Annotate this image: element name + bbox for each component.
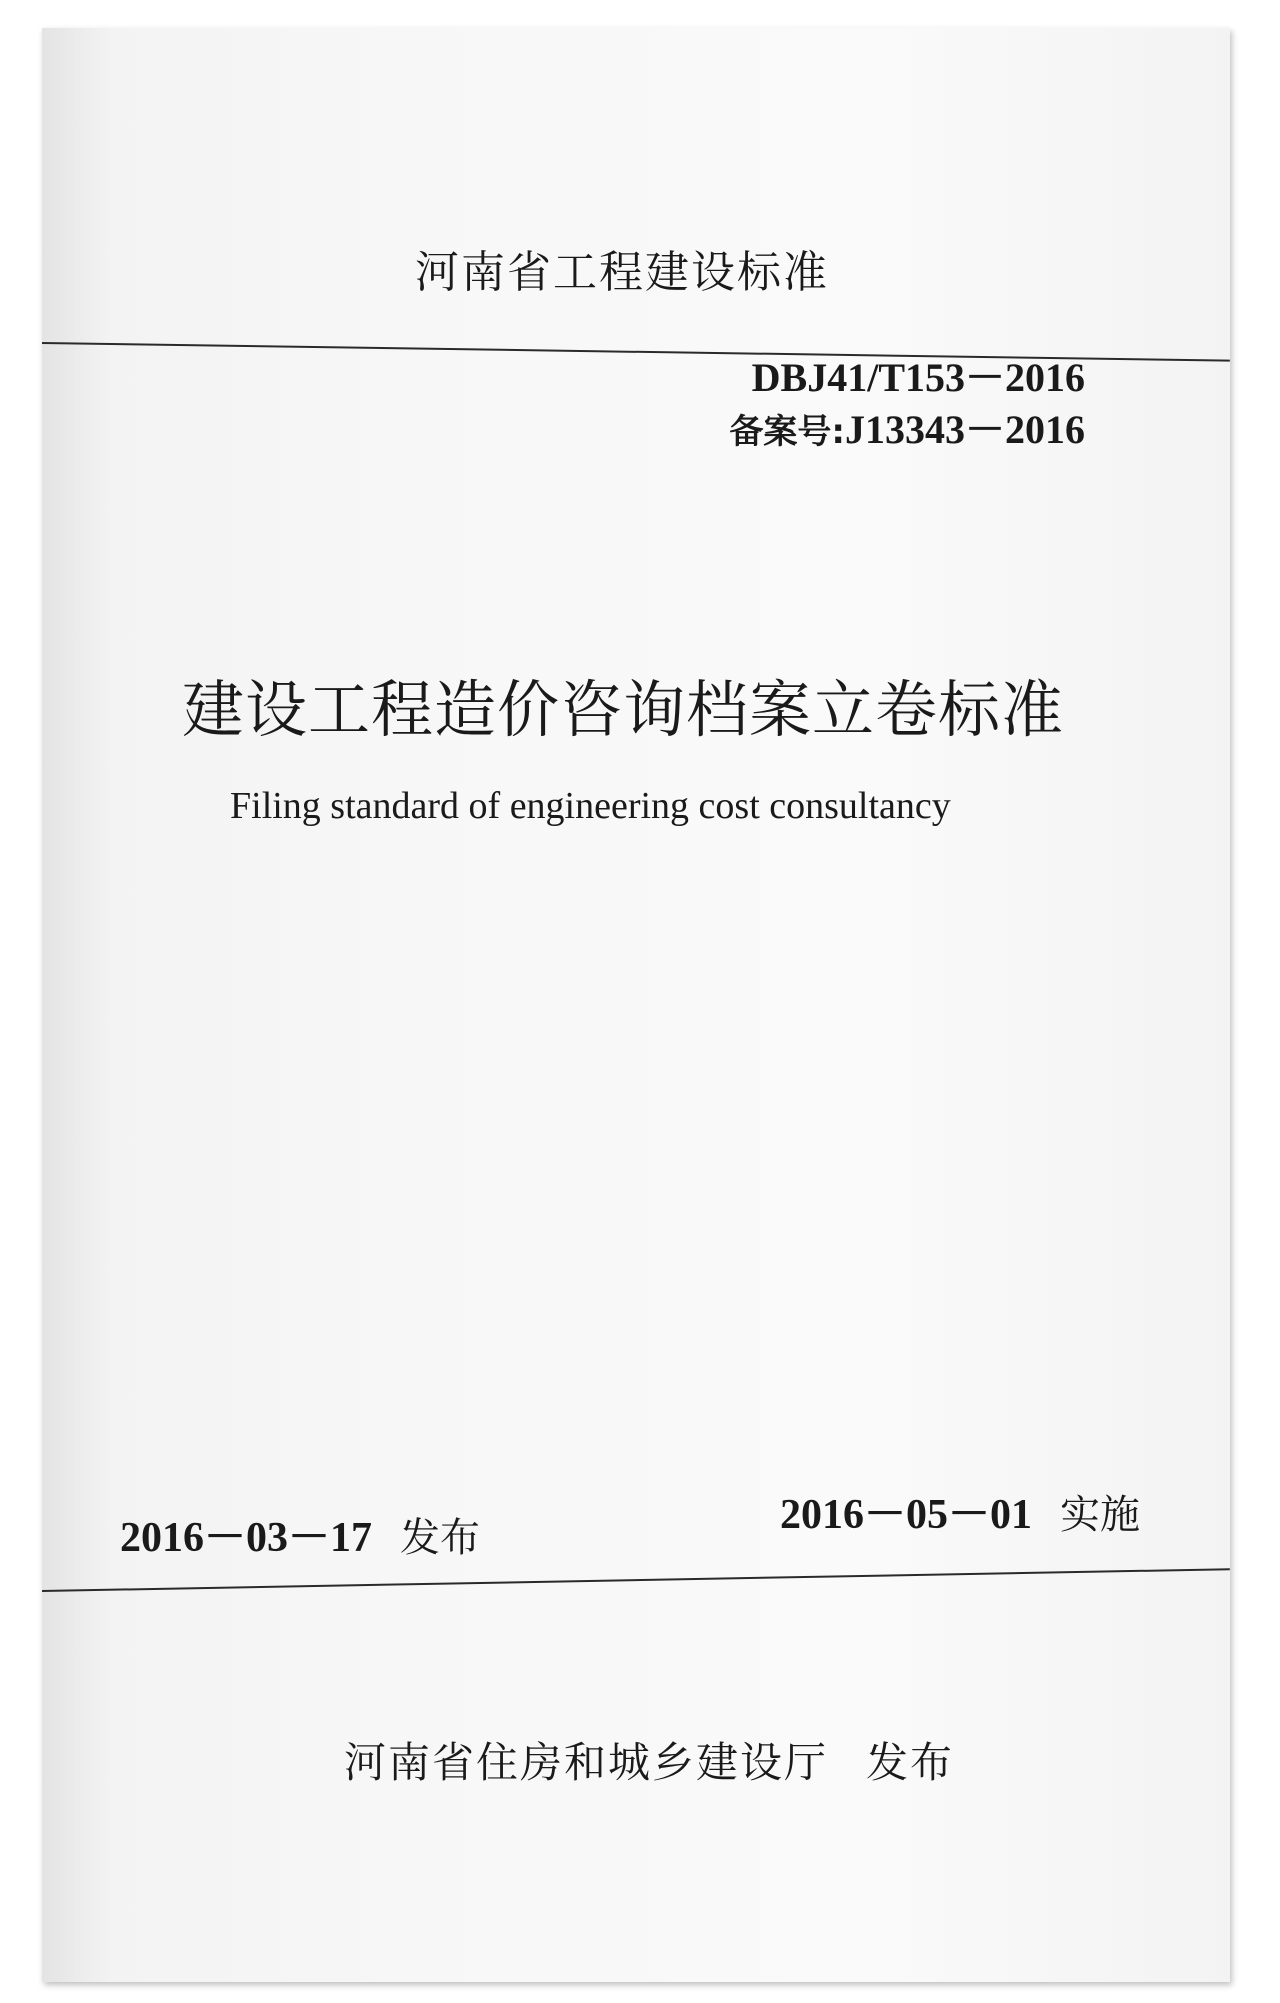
standard-code: DBJ41/T153－2016 [751,355,1085,400]
publisher-label: 发布 [866,1738,955,1787]
effective-label: 实施 [1060,1492,1141,1538]
publisher [344,1730,954,1790]
book-cover [42,28,1230,1982]
publisher-name: 河南省住房和城乡建设厅 [344,1738,829,1787]
bottom-divider [42,1568,1230,1592]
series-name: 河南省工程建设标准 [415,247,829,298]
title-english: Filing standard of engineering cost consultancy [230,785,951,827]
issue-date-value: 2016－03－17 [120,1515,373,1561]
title-chinese: 建设工程造价咨询档案立卷标准 [182,673,1065,746]
spine-shadow [42,28,112,1982]
issue-date [120,1504,480,1564]
record-value: J13343－2016 [845,407,1085,452]
record-number [729,398,1085,455]
effective-date-value: 2016－05－01 [780,1492,1033,1538]
issue-label: 发布 [400,1515,481,1561]
record-label: 备案号: [729,412,845,452]
effective-date [780,1481,1140,1541]
